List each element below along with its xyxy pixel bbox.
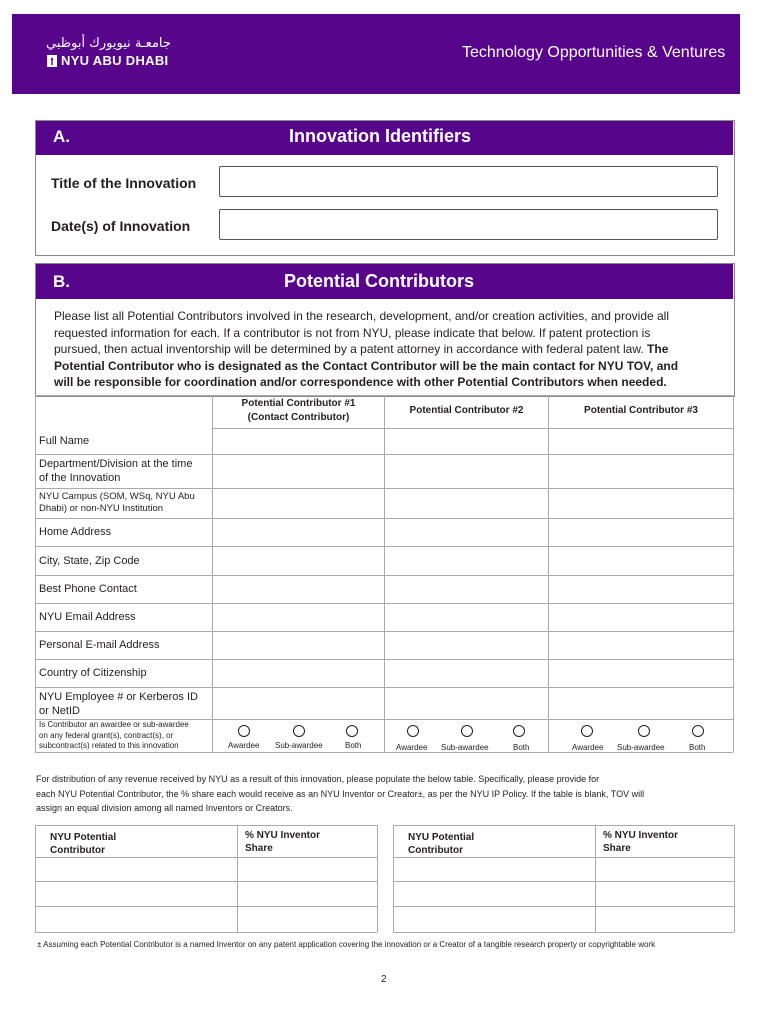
intro-line: Please list all Potential Contributors involved in the research, development, and/or creation activities, and provide all (54, 309, 669, 323)
row-label-line: of the Innovation (39, 472, 121, 484)
section-a-letter: A. (53, 127, 70, 146)
dates-of-innovation-label: Date(s) of Innovation (51, 218, 191, 234)
row-label-phone: Best Phone Contact (39, 583, 137, 595)
c1-subawardee-radio[interactable] (293, 725, 305, 737)
row-label-line: NYU Campus (SOM, WSq, NYU Abu (39, 491, 195, 502)
logo-arabic-text: جامعـة نيويورك أبوظبي (46, 36, 171, 51)
c1-both-label: Both (345, 741, 362, 750)
row-label-line: Dhabi) or non-NYU Institution (39, 503, 164, 514)
banner-title: Technology Opportunities & Ventures (462, 44, 726, 61)
row-label-employee-id (39, 690, 198, 718)
header-line: Share (603, 842, 631, 854)
row-label-city-state-zip: City, State, Zip Code (39, 555, 140, 567)
col-header-contributor-3: Potential Contributor #3 (584, 405, 698, 416)
header-line: % NYU Inventor (245, 830, 321, 841)
c1-awardee-label: Awardee (228, 741, 260, 750)
dates-of-innovation-input[interactable] (219, 209, 718, 240)
c1-awardee-radio[interactable] (238, 725, 250, 737)
page-number: 2 (381, 974, 387, 985)
col-header-text: Potential Contributor #1 (241, 398, 356, 409)
c2-awardee-label: Awardee (396, 743, 428, 752)
share-right-col1-header (408, 832, 474, 857)
row-label-line: NYU Employee # or Kerberos ID (39, 691, 198, 703)
intro-line: requested information for each. If a contributor is not from NYU, please indicate that below. If patent protection is (54, 325, 651, 340)
row-label-citizenship: Country of Citizenship (39, 667, 147, 679)
header-line: Contributor (50, 844, 105, 856)
header-line: Contributor (408, 844, 463, 856)
row-label-personal-email: Personal E-mail Address (39, 639, 160, 651)
section-b-title: Potential Contributors (284, 271, 474, 291)
c2-awardee-radio[interactable] (407, 725, 419, 737)
footnote: ± Assuming each Potential Contributor is a named Inventor on any patent application covering the innovation or a Creator of a tangible research property or copyrightable work (37, 940, 656, 949)
row-label-line: Department/Division at the time (39, 458, 193, 470)
c2-subawardee-radio[interactable] (461, 725, 473, 737)
row-label-award-question (39, 720, 189, 752)
header-line: NYU Potential (408, 832, 475, 843)
distribution-line: assign an equal division among all named Inventors or Creators. (36, 803, 293, 813)
logo-english-text: NYU ABU DHABI (61, 53, 169, 68)
distribution-line: For distribution of any revenue received by NYU as a result of this innovation, please populate the below table. Specifically, please provide for (36, 774, 600, 784)
row-label-home-address: Home Address (39, 526, 112, 538)
nyu-torch-icon (47, 55, 57, 67)
c3-subawardee-radio[interactable] (638, 725, 650, 737)
row-label-campus (39, 491, 195, 515)
row-label-line: on any federal grant(s), contract(s), or (39, 730, 174, 740)
col-header-subtext: (Contact Contributor) (247, 412, 350, 423)
intro-bold-line: Potential Contributor who is designated as the Contact Contributor will be the main contact for NYU TOV, and (54, 358, 679, 373)
col-header-contributor-1 (213, 397, 384, 425)
section-a-title: Innovation Identifiers (289, 126, 472, 146)
share-left-col1-header (50, 832, 116, 857)
intro-bold-line: will be responsible for coordination and/or correspondence with other Potential Contributors when needed. (54, 375, 667, 389)
intro-line-text: pursued, then actual inventorship will be determined by a patent attorney in accordance with federal patent law. (54, 342, 644, 356)
c3-awardee-radio[interactable] (581, 725, 593, 737)
col-header-contributor-2: Potential Contributor #2 (409, 405, 524, 416)
row-label-line: subcontract(s) related to this innovation (39, 741, 179, 750)
header-line: % NYU Inventor (603, 830, 679, 841)
section-b-intro (54, 308, 724, 391)
c2-subawardee-label: Sub-awardee (441, 743, 489, 752)
c3-awardee-label: Awardee (572, 743, 604, 752)
intro-line (54, 341, 724, 358)
c2-both-label: Both (513, 743, 530, 752)
distribution-line: each NYU Potential Contributor, the % share each would receive as an NYU Inventor or Creator±, as per the NYU IP Policy. If the table is blank, TOV will (36, 788, 645, 799)
share-right-col2-header (603, 830, 678, 855)
intro-bold-inline: The (647, 342, 669, 356)
row-label-line: Is Contributor an awardee or sub-awardee (39, 720, 189, 729)
row-label-nyu-email: NYU Email Address (39, 611, 136, 623)
c1-both-radio[interactable] (346, 725, 358, 737)
header-line: Share (245, 842, 273, 854)
c3-both-label: Both (689, 743, 706, 752)
c2-both-radio[interactable] (513, 725, 525, 737)
c1-subawardee-label: Sub-awardee (275, 741, 323, 750)
row-label-full-name: Full Name (39, 435, 90, 447)
share-left-col2-header (245, 830, 320, 855)
distribution-text (36, 772, 734, 816)
title-of-innovation-input[interactable] (219, 166, 718, 197)
c3-subawardee-label: Sub-awardee (617, 743, 665, 752)
header-line: NYU Potential (50, 832, 117, 843)
section-b-letter: B. (53, 272, 70, 291)
row-label-line: or NetID (39, 705, 80, 717)
c3-both-radio[interactable] (692, 725, 704, 737)
row-label-department (39, 457, 192, 485)
title-of-innovation-label: Title of the Innovation (51, 175, 197, 191)
